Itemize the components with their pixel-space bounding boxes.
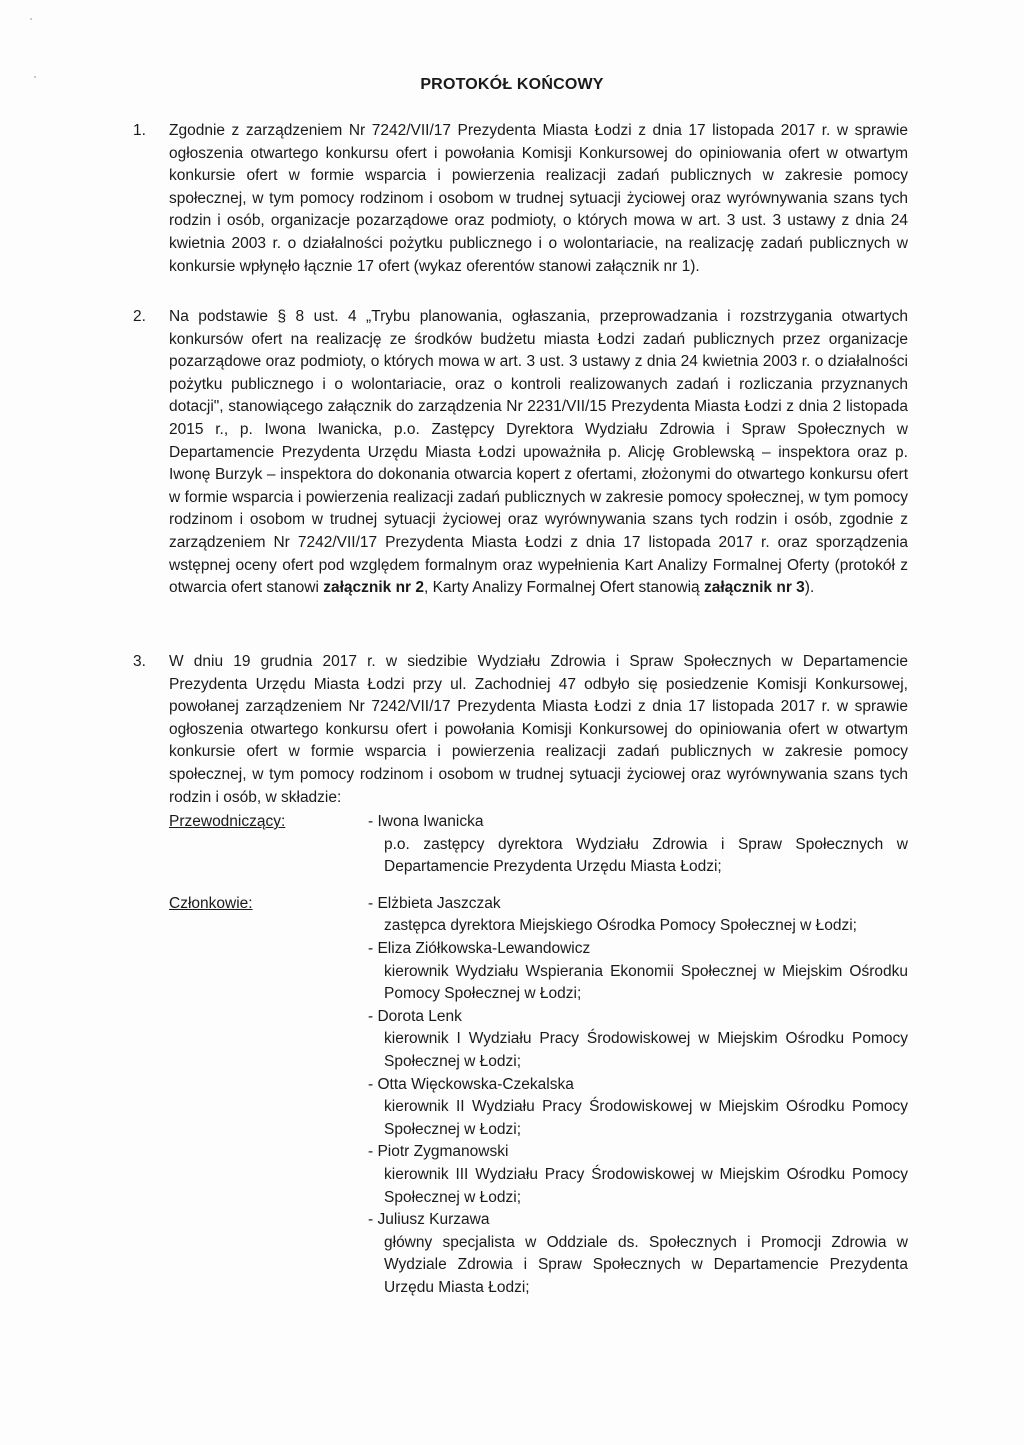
committee-member [368, 893, 908, 938]
committee-member [368, 1006, 908, 1074]
committee-member [368, 938, 908, 1006]
member-position: kierownik II Wydziału Pracy Środowiskowej w Miejskim Ośrodku Pomocy Społecznej w Łodzi; [384, 1098, 908, 1138]
member-position: główny specjalista w Oddziale ds. Społecznych i Promocji Zdrowia w Wydziale Zdrowia i Spraw Społecznych w Departamencie Prezydenta Urzędu Miasta Łodzi; [384, 1233, 908, 1296]
committee-member [368, 811, 908, 879]
member-name: - Piotr Zygmanowski [368, 1143, 509, 1161]
paragraph-text: W dniu 19 grudnia 2017 r. w siedzibie Wydziału Zdrowia i Spraw Społecznych w Departamencie Prezydenta Urzędu Miasta Łodzi przy ul. Zachodniej 47 odbyło się posiedzenie Komisji Konkursowej, powołanej zarządzeniem Nr 7242/VII/17 Prezydenta Miasta Łodzi z dnia 17 listopada 2017 r. w sprawie ogłoszenia otwartego konkursu ofert i powołania Komisji Konkursowej do opiniowania ofert w otwartym konkursie ofert w formie wsparcia i powierzenia realizacji zadań publicznych w zakresie pomocy społecznej, w tym pomocy rodzinom i osobom w trudnej sytuacji życiowej oraz wyrównywania szans tych rodzin i osób, w składzie: [169, 653, 908, 806]
paragraph-1 [133, 120, 908, 278]
chair-row [169, 811, 908, 879]
paragraph-3 [133, 651, 908, 809]
committee-member [368, 1209, 908, 1299]
member-name: - Dorota Lenk [368, 1007, 462, 1025]
paragraph-text-part: , Karty Analizy Formalnej Ofert stanowią [424, 579, 704, 597]
chair-label: Przewodniczący: [169, 813, 286, 830]
paragraph-number: 1. [133, 122, 146, 139]
members-label: Członkowie: [169, 894, 253, 912]
member-name: - Elżbieta Jaszczak [368, 894, 501, 912]
member-name: - Otta Więckowska-Czekalska [368, 1075, 574, 1093]
member-position: p.o. zastępcy dyrektora Wydziału Zdrowia i Spraw Społecznych w Departamencie Prezydenta Urzędu Miasta Łodzi; [384, 835, 908, 876]
member-position: kierownik I Wydziału Pracy Środowiskowej w Miejskim Ośrodku Pomocy Społecznej w Łodzi; [384, 1030, 908, 1070]
paragraph-text-part: ). [804, 579, 815, 597]
paragraph-number: 3. [133, 653, 146, 670]
member-position: zastępca dyrektora Miejskiego Ośrodka Pomocy Społecznej w Łodzi; [384, 917, 857, 935]
paragraph-number: 2. [133, 308, 146, 325]
attachment-ref-2: załącznik nr 2 [323, 579, 425, 597]
scan-speck [30, 18, 32, 20]
committee-member [368, 1141, 908, 1209]
member-name: - Iwona Iwanicka [368, 813, 484, 830]
attachment-ref-3: załącznik nr 3 [703, 579, 805, 597]
paragraph-text: Zgodnie z zarządzeniem Nr 7242/VII/17 Prezydenta Miasta Łodzi z dnia 17 listopada 2017 r. w sprawie ogłoszenia otwartego konkursu ofert i powołania Komisji Konkursowej do opiniowania ofert w otwartym konkursie ofert w formie wsparcia i powierzenia realizacji zadań publicznych w zakresie pomocy społecznej, w tym pomocy rodzinom i osobom w trudnej sytuacji życiowej oraz wyrównywania szans tych rodzin i osób, organizacje pozarządowe oraz podmioty, o których mowa w art. 3 ust. 3 ustawy z dnia 24 kwietnia 2003 r. o działalności pożytku publicznego i o wolontariacie, na realizację zadań publicznych w konkursie wpłynęło łącznie 17 ofert (wykaz oferentów stanowi załącznik nr 1). [169, 122, 908, 275]
paragraph-2 [133, 306, 908, 600]
member-name: - Juliusz Kurzawa [368, 1211, 490, 1229]
member-position: kierownik III Wydziału Pracy Środowiskowej w Miejskim Ośrodku Pomocy Społecznej w Łodzi; [384, 1165, 908, 1206]
paragraph-text [169, 306, 908, 600]
document-title: PROTOKÓŁ KOŃCOWY [420, 76, 604, 93]
committee-composition [169, 811, 908, 1299]
members-row [169, 893, 908, 1300]
member-name: - Eliza Ziółkowska-Lewandowicz [368, 939, 591, 957]
member-position: kierownik Wydziału Wspierania Ekonomii Społecznej w Miejskim Ośrodku Pomocy Społecznej w Łodzi; [384, 962, 908, 1003]
paragraph-text-part: Na podstawie § 8 ust. 4 „Trybu planowania, ogłaszania, przeprowadzania i rozstrzygania otwartych konkursów ofert na realizację ze środków budżetu miasta Łodzi zadań publicznych przez organizacje pozarządowe oraz podmioty, o których mowa w art. 3 ust. 3 ustawy z dnia 24 kwietnia 2003 r. o działalności pożytku publicznego i o wolontariacie, oraz o kontroli realizowanych zadań i rozliczania przyznanych dotacji", stanowiącego załącznik do zarządzenia Nr 2231/VII/15 Prezydenta Miasta Łodzi z dnia 2 listopada 2015 r., p. Iwona Iwanicka, p.o. Zastępcy Dyrektora Wydziału Zdrowia i Spraw Społecznych w Departamencie Prezydenta Urzędu Miasta Łodzi upoważniła p. Alicję Groblewską – inspektora oraz p. Iwonę Burzyk – inspektora do dokonania otwarcia kopert z ofertami, złożonymi do otwartego konkursu ofert w formie wsparcia i powierzenia realizacji zadań publicznych w zakresie pomocy społecznej, w tym pomocy rodzinom i osobom w trudnej sytuacji życiowej oraz wyrównywania szans tych rodzin i osób, zgodnie z zarządzeniem Nr 7242/VII/17 Prezydenta Miasta Łodzi z dnia 17 listopada 2017 r. oraz sporządzenia wstępnej oceny ofert pod względem formalnym oraz wypełnienia Kart Analizy Formalnej Oferty (protokół z otwarcia ofert stanowi [169, 308, 908, 597]
committee-member [368, 1074, 908, 1142]
